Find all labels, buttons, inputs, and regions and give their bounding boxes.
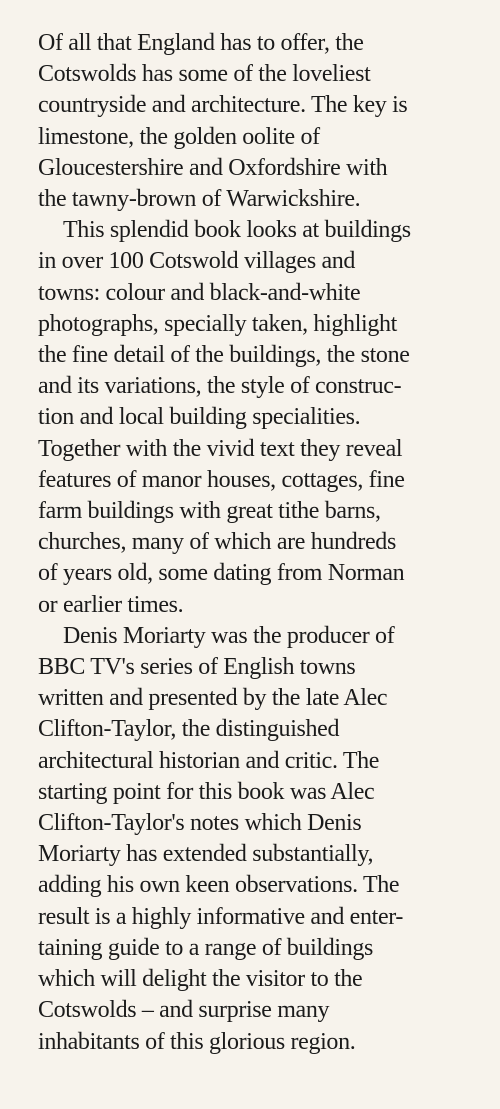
- text-line: of years old, some dating from Norman: [38, 560, 405, 587]
- paragraph-2: [38, 215, 478, 621]
- text-line: tion and local building specialities.: [38, 404, 361, 431]
- text-line: Of all that England has to offer, the: [38, 30, 364, 56]
- text-line: starting point for this book was Alec: [38, 778, 375, 805]
- text-line: Together with the vivid text they reveal: [38, 435, 403, 462]
- text-line: the tawny-brown of Warwickshire.: [38, 186, 361, 213]
- text-line: Cotswolds – and surprise many: [38, 997, 330, 1024]
- text-line: and its variations, the style of construc-: [38, 373, 402, 400]
- text-line: written and presented by the late Alec: [38, 685, 388, 712]
- text-line: Denis Moriarty was the producer of: [63, 622, 395, 649]
- text-line: countryside and architecture. The key is: [38, 92, 408, 119]
- text-line: which will delight the visitor to the: [38, 966, 363, 993]
- paragraph-1: [38, 28, 478, 215]
- text-line: features of manor houses, cottages, fine: [38, 466, 405, 493]
- text-line: taining guide to a range of buildings: [38, 934, 373, 961]
- text-line: Gloucestershire and Oxfordshire with: [38, 154, 388, 181]
- text-line: inhabitants of this glorious region.: [38, 1028, 356, 1055]
- text-line: Clifton-Taylor's notes which Denis: [38, 810, 362, 837]
- text-line: adding his own keen observations. The: [38, 872, 400, 899]
- text-line: Clifton-Taylor, the distinguished: [38, 716, 340, 743]
- text-line: towns: colour and black-and-white: [38, 279, 361, 306]
- book-description: [38, 28, 478, 1058]
- text-line: Cotswolds has some of the loveliest: [38, 61, 371, 88]
- text-line: farm buildings with great tithe barns,: [38, 498, 381, 525]
- text-line: architectural historian and critic. The: [38, 747, 380, 774]
- text-line: This splendid book looks at buildings: [63, 217, 411, 244]
- paragraph-3: [38, 621, 478, 1058]
- text-line: photographs, specially taken, highlight: [38, 310, 397, 337]
- text-line: in over 100 Cotswold villages and: [38, 248, 356, 275]
- text-line: the fine detail of the buildings, the stone: [38, 342, 410, 369]
- text-line: churches, many of which are hundreds: [38, 529, 396, 556]
- text-line: or earlier times.: [38, 591, 184, 618]
- text-line: BBC TV's series of English towns: [38, 654, 356, 681]
- text-line: result is a highly informative and enter-: [38, 903, 404, 930]
- text-line: limestone, the golden oolite of: [38, 123, 320, 150]
- text-line: Moriarty has extended substantially,: [38, 841, 374, 868]
